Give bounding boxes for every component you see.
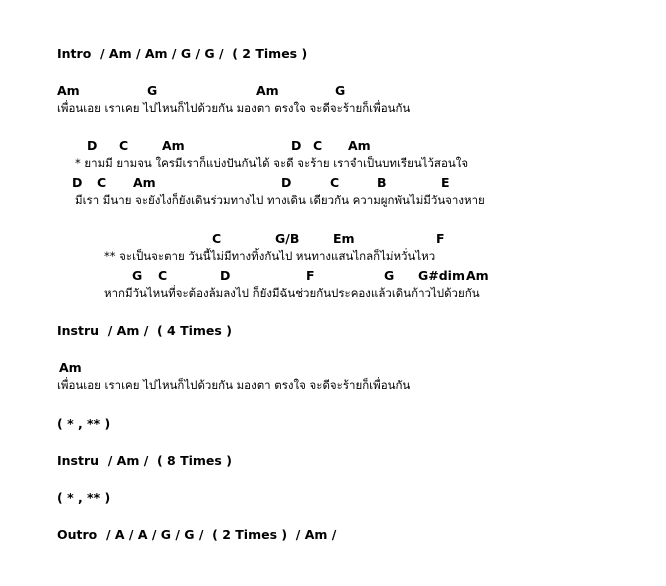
chord: D bbox=[72, 175, 83, 190]
intro-line: Intro / Am / Am / G / G / ( 2 Times ) bbox=[57, 46, 308, 61]
chord: Am bbox=[348, 138, 371, 153]
chord: Am bbox=[466, 268, 489, 283]
chord: G bbox=[384, 268, 395, 283]
chord: G/B bbox=[275, 231, 300, 246]
lyric-line: ** จะเป็นจะตาย วันนี้ไม่มีทางทิ้งกันไป หนทางแสนไกลก็ไม่หวั่นไหว bbox=[104, 249, 436, 263]
chord: Em bbox=[333, 231, 355, 246]
repeat-marker: ( * , ** ) bbox=[57, 416, 111, 431]
chord: Am bbox=[256, 83, 279, 98]
chord: B bbox=[377, 175, 387, 190]
chord: Am bbox=[162, 138, 185, 153]
chord: Am bbox=[133, 175, 156, 190]
chord: C bbox=[119, 138, 129, 153]
lyric-line: เพื่อนเอย เราเคย ไปไหนก็ไปด้วยกัน มองตา ตรงใจ จะดีจะร้ายก็เพื่อนกัน bbox=[57, 101, 411, 115]
lyric-line: เพื่อนเอย เราเคย ไปไหนก็ไปด้วยกัน มองตา ตรงใจ จะดีจะร้ายก็เพื่อนกัน bbox=[57, 378, 411, 392]
chord: D bbox=[220, 268, 231, 283]
chord: C bbox=[212, 231, 222, 246]
chord: G bbox=[132, 268, 143, 283]
lyric-line: หากมีวันไหนที่จะต้องล้มลงไป ก็ยังมีฉันช่วยกันประคองแล้วเดินก้าวไปด้วยกัน bbox=[104, 286, 480, 300]
chord: G bbox=[335, 83, 346, 98]
chord: Am bbox=[57, 83, 80, 98]
outro-line: Outro / A / A / G / G / ( 2 Times ) / Am / bbox=[57, 527, 337, 542]
chord: D bbox=[87, 138, 98, 153]
instru-line: Instru / Am / ( 8 Times ) bbox=[57, 453, 232, 468]
chord: G#dim bbox=[418, 268, 465, 283]
chord: C bbox=[330, 175, 340, 190]
chord: G bbox=[147, 83, 158, 98]
chord: F bbox=[436, 231, 445, 246]
chord: D bbox=[291, 138, 302, 153]
chord: E bbox=[441, 175, 450, 190]
instru-line: Instru / Am / ( 4 Times ) bbox=[57, 323, 232, 338]
chord: F bbox=[306, 268, 315, 283]
chord: D bbox=[281, 175, 292, 190]
lyric-line: มีเรา มีนาย จะยังไงก็ยังเดินร่วมทางไป ทางเดิน เดียวกัน ความผูกพันไม่มีวันจางหาย bbox=[75, 193, 485, 207]
repeat-marker: ( * , ** ) bbox=[57, 490, 111, 505]
chord: Am bbox=[59, 360, 82, 375]
lyric-line: * ยามมี ยามจน ใครมีเราก็แบ่งปันกันได้ จะดี จะร้าย เราจำเป็นบทเรียนไว้สอนใจ bbox=[75, 156, 469, 170]
chord: C bbox=[97, 175, 107, 190]
chord: C bbox=[313, 138, 323, 153]
chord: C bbox=[158, 268, 168, 283]
